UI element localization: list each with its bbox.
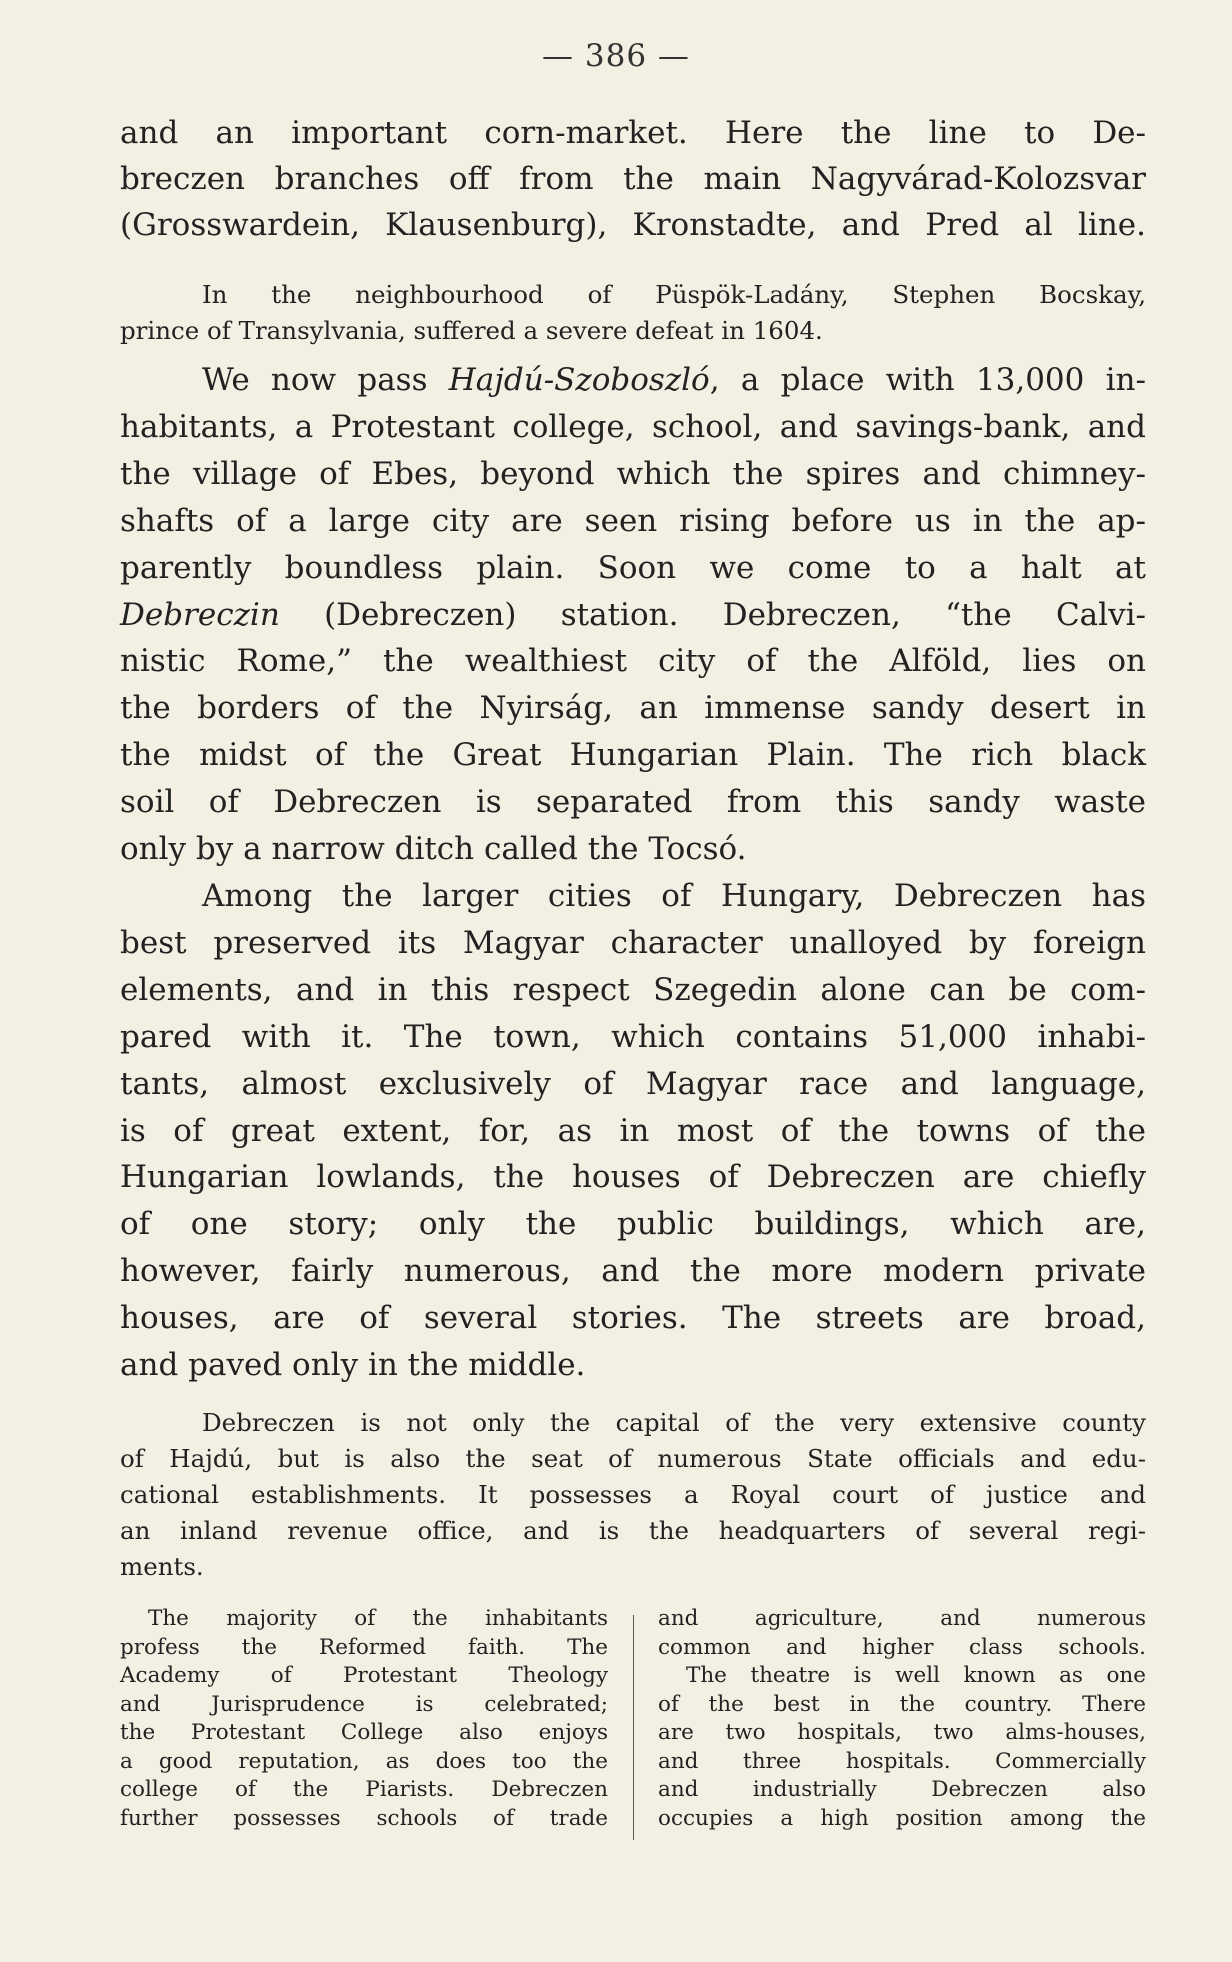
text-run: , a place with 13,000 in- <box>709 362 1146 398</box>
text-line: further possesses schools of trade <box>120 1805 608 1831</box>
text-line: prince of Transylvania, suffered a severe defeat in 1604. <box>120 316 823 345</box>
text-run: (Debreczen) station. Debreczen, “the Calvi- <box>279 596 1146 633</box>
text-line: Hungarian lowlands, the houses of Debreczen are chiefly <box>120 1159 1146 1196</box>
text-line: The majority of the inhabitants <box>148 1606 608 1631</box>
text-line: The theatre is well known as one <box>686 1663 1146 1688</box>
text-line: of one story; only the public buildings, which are, <box>120 1206 1146 1243</box>
paragraph-1 <box>120 110 1146 248</box>
text-line: houses, are of several stories. The streets are broad, <box>120 1300 1146 1337</box>
text-line: cational establishments. It possesses a Royal court of justice and <box>120 1480 1146 1509</box>
text-line: profess the Reformed faith. The <box>120 1634 608 1660</box>
text-line <box>120 357 1146 404</box>
text-line: common and higher class schools. <box>658 1634 1146 1660</box>
text-line: breczen branches off from the main Nagyvárad-Kolozsvar <box>120 161 1146 197</box>
small-print-note-1 <box>120 277 1146 349</box>
text-line: In the neighbourhood of Püspök-Ladány, Stephen Bocskay, <box>202 280 1146 309</box>
page-number: — 386 — <box>542 38 690 74</box>
text-line: and Jurisprudence is celebrated; <box>120 1691 608 1717</box>
text-line: a good reputation, as does too the <box>120 1748 608 1774</box>
column-divider <box>633 1615 634 1840</box>
text-line: Academy of Protestant Theology <box>120 1663 608 1688</box>
text-line: and industrially Debreczen also <box>658 1777 1146 1802</box>
text-line: the Protestant College also enjoys <box>120 1720 608 1745</box>
text-line: Among the larger cities of Hungary, Debreczen has <box>202 878 1146 914</box>
text-line: and paved only in the middle. <box>120 1347 586 1384</box>
text-line: Debreczen is not only the capital of the very extensive county <box>202 1408 1146 1437</box>
text-line: occupies a high position among the <box>658 1805 1146 1831</box>
text-line: however, fairly numerous, and the more modern private <box>120 1253 1146 1290</box>
text-line: the midst of the Great Hungarian Plain. The rich black <box>120 737 1146 774</box>
text-line: is of great extent, for, as in most of the towns of the <box>120 1112 1146 1149</box>
text-line: of Hajdú, but is also the seat of numerous State officials and edu- <box>120 1444 1146 1473</box>
text-line: and three hospitals. Commercially <box>658 1748 1146 1774</box>
text-line: tants, almost exclusively of Magyar race and language, <box>120 1065 1146 1102</box>
text-run: We now pass <box>202 362 449 398</box>
text-line: best preserved its Magyar character unalloyed by foreign <box>120 924 1146 961</box>
text-line: habitants, a Protestant college, school, and savings-bank, and <box>120 408 1146 445</box>
text-line: of the best in the country. There <box>658 1691 1146 1717</box>
place-name-hajdu-szoboszlo: Hajdú-Szoboszló <box>448 362 710 398</box>
text-line: nistic Rome,” the wealthiest city of the Alföld, lies on <box>120 643 1146 680</box>
text-line: only by a narrow ditch called the Tocsó. <box>120 831 747 868</box>
column-right <box>658 1605 1146 1833</box>
text-line: college of the Piarists. Debreczen <box>120 1777 608 1802</box>
small-print-note-2 <box>120 1405 1146 1585</box>
text-line: are two hospitals, two alms-houses, <box>658 1720 1146 1745</box>
text-line: and agriculture, and numerous <box>658 1606 1146 1631</box>
text-line: soil of Debreczen is separated from this sandy waste <box>120 784 1146 821</box>
text-line: parently boundless plain. Soon we come to a halt at <box>120 549 1146 586</box>
column-left <box>120 1605 608 1833</box>
text-line: elements, and in this respect Szegedin alone can be com- <box>120 971 1146 1008</box>
text-line: the village of Ebes, beyond which the spires and chimney- <box>120 455 1146 492</box>
paragraph-2 <box>120 357 1146 873</box>
text-line: the borders of the Nyirság, an immense sandy desert in <box>120 690 1146 727</box>
text-line: shafts of a large city are seen rising before us in the ap- <box>120 502 1146 539</box>
text-line: pared with it. The town, which contains 51,000 inhabi- <box>120 1018 1146 1055</box>
text-line: ments. <box>120 1552 204 1581</box>
text-line <box>120 592 1146 639</box>
paragraph-3 <box>120 873 1146 1389</box>
text-line: (Grosswardein, Klausenburg), Kronstadte, and Pred al line. <box>120 207 1146 243</box>
text-line: and an important corn-market. Here the line to De- <box>120 115 1146 151</box>
two-column-section <box>120 1605 1146 1845</box>
place-name-debreczin: Debreczin <box>120 596 280 633</box>
text-line: an inland revenue office, and is the headquarters of several regi- <box>120 1516 1146 1545</box>
